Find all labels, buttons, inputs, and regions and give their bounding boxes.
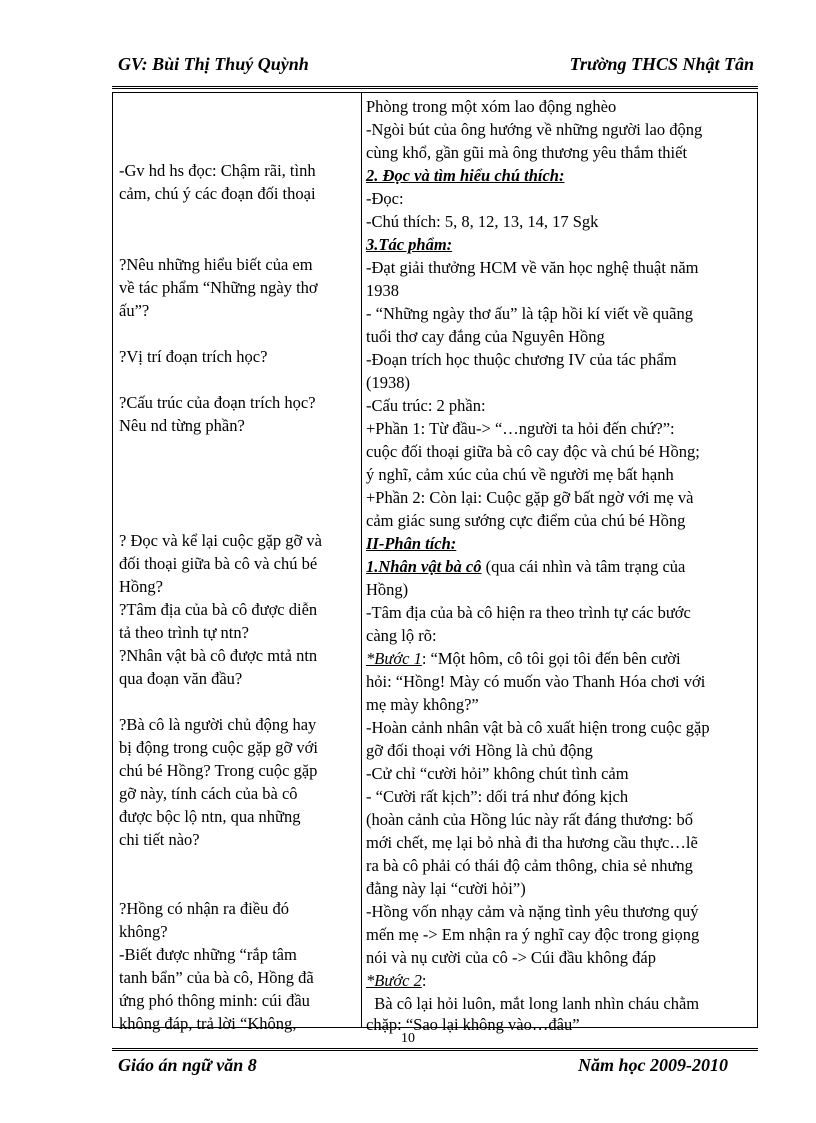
page-header bbox=[112, 50, 758, 89]
content-line: 1938 bbox=[366, 281, 399, 300]
teacher-name: GV: Bùi Thị Thuý Quỳnh bbox=[118, 54, 309, 74]
teacher-activity-line: -Biết được những “rắp tâm bbox=[119, 945, 297, 964]
school-name: Trường THCS Nhật Tân bbox=[569, 54, 754, 74]
content-line: -Chú thích: 5, 8, 12, 13, 14, 17 Sgk bbox=[366, 212, 599, 231]
content-line: hỏi: “Hồng! Mày có muốn vào Thanh Hóa chơi với bbox=[366, 672, 706, 691]
footer-title: Giáo án ngữ văn 8 bbox=[118, 1055, 257, 1075]
content-line: nói và nụ cười của cô -> Cúi đầu không đáp bbox=[366, 948, 656, 967]
section-heading: 3.Tác phẩm: bbox=[366, 235, 453, 254]
content-line: đằng này lại “cười hỏi”) bbox=[366, 879, 526, 898]
lesson-table bbox=[112, 92, 758, 1034]
content-line: cảm giác sung sướng cực điểm của chú bé Hồng bbox=[366, 511, 686, 530]
content-line: mến mẹ -> Em nhận ra ý nghĩ cay độc trong giọng bbox=[366, 925, 700, 944]
content-line: - “Những ngày thơ ấu” là tập hồi kí viết về quãng bbox=[366, 304, 693, 323]
page-number: 10 bbox=[401, 1031, 415, 1046]
section-heading: 2. Đọc và tìm hiểu chú thích: bbox=[366, 166, 565, 185]
teacher-activity-line: ?Cấu trúc của đoạn trích học? bbox=[119, 393, 316, 412]
content-text: : bbox=[421, 971, 427, 990]
content-line: ra bà cô phải có thái độ cảm thông, chia sẻ nhưng bbox=[366, 856, 693, 875]
content-line: - “Cười rất kịch”: dối trá như đóng kịch bbox=[366, 787, 629, 806]
content-text: : “Một hôm, cô tôi gọi tôi đến bên cười bbox=[421, 649, 681, 668]
teacher-activity-line: cảm, chú ý các đoạn đối thoại bbox=[119, 184, 316, 203]
teacher-activity-line: ?Vị trí đoạn trích học? bbox=[119, 347, 268, 366]
teacher-activity-line: bị động trong cuộc gặp gỡ với bbox=[119, 738, 318, 757]
teacher-activity-line: -Gv hd hs đọc: Chậm rãi, tình bbox=[119, 161, 316, 180]
section-heading: II-Phân tích: bbox=[366, 534, 457, 553]
teacher-activity-line: Nêu nd từng phần? bbox=[119, 416, 245, 435]
content-line: -Cấu trúc: 2 phần: bbox=[366, 396, 486, 415]
content-line: cùng khổ, gần gũi mà ông thương yêu thắm thiết bbox=[366, 143, 688, 162]
column-divider bbox=[361, 93, 362, 1027]
content-line: -Đoạn trích học thuộc chương IV của tác phẩm bbox=[366, 350, 677, 369]
teacher-activity-line: ?Bà cô là người chủ động hay bbox=[119, 715, 317, 734]
content-line: -Cử chỉ “cười hỏi” không chút tình cảm bbox=[366, 764, 629, 783]
teacher-activity-line: đối thoại giữa bà cô và chú bé bbox=[119, 554, 318, 573]
teacher-activity-line: chi tiết nào? bbox=[119, 830, 200, 849]
content-line: +Phần 1: Từ đầu-> “…người ta hỏi đến chứ?”: bbox=[366, 419, 675, 438]
step-label: *Bước 2 bbox=[366, 971, 422, 990]
content-line: càng lộ rõ: bbox=[366, 626, 437, 645]
subsection-heading: 1.Nhân vật bà cô bbox=[366, 557, 482, 576]
teacher-activity-line: qua đoạn văn đầu? bbox=[119, 669, 243, 688]
content-line bbox=[366, 555, 685, 578]
content-line: chặp: “Sao lại không vào…đâu” bbox=[366, 1015, 580, 1034]
teacher-activity-line: được bộc lộ ntn, qua những bbox=[119, 807, 301, 826]
teacher-activity-line: ? Đọc và kể lại cuộc gặp gỡ và bbox=[119, 531, 322, 550]
content-line: mẹ mày không?” bbox=[366, 695, 479, 714]
teacher-activity-line: không đáp, trả lời “Không, bbox=[119, 1014, 297, 1033]
content-line: -Ngòi bút của ông hướng về những người lao động bbox=[366, 120, 703, 139]
teacher-activity-line: chú bé Hồng? Trong cuộc gặp bbox=[119, 761, 318, 780]
teacher-activity-line: tanh bẩn” của bà cô, Hồng đã bbox=[119, 968, 314, 987]
content-line: Phòng trong một xóm lao động nghèo bbox=[366, 97, 617, 116]
teacher-activity-line: ?Nêu những hiểu biết của em bbox=[119, 255, 313, 274]
teacher-activity-line: ?Hồng có nhận ra điều đó bbox=[119, 899, 289, 918]
content-line bbox=[366, 969, 426, 992]
content-line: Bà cô lại hỏi luôn, mắt long lanh nhìn cháu chằm bbox=[366, 994, 700, 1013]
teacher-activity-line: không? bbox=[119, 922, 168, 941]
content-text: (qua cái nhìn và tâm trạng của bbox=[481, 557, 686, 576]
content-line: gỡ đối thoại với Hồng là chủ động bbox=[366, 741, 593, 760]
content-line: -Hoàn cảnh nhân vật bà cô xuất hiện trong cuộc gặp bbox=[366, 718, 710, 737]
content-line: (hoàn cảnh của Hồng lúc này rất đáng thương: bố bbox=[366, 810, 693, 829]
content-line: ý nghĩ, cảm xúc của chú về người mẹ bất hạnh bbox=[366, 465, 674, 484]
teacher-activity-line: tả theo trình tự ntn? bbox=[119, 623, 249, 642]
content-line: (1938) bbox=[366, 373, 410, 392]
teacher-activity-line: ứng phó thông minh: cúi đầu bbox=[119, 991, 310, 1010]
content-line: mới chết, mẹ lại bỏ nhà đi tha hương cầu thực…lẽ bbox=[366, 833, 698, 852]
footer-school-year: Năm học 2009-2010 bbox=[578, 1055, 728, 1075]
content-line: -Tâm địa của bà cô hiện ra theo trình tự các bước bbox=[366, 603, 691, 622]
teacher-activity-line: ấu”? bbox=[119, 301, 150, 320]
teacher-activity-line: Hồng? bbox=[119, 577, 163, 596]
content-line: tuổi thơ cay đắng của Nguyên Hồng bbox=[366, 327, 605, 346]
content-line: -Đạt giải thưởng HCM về văn học nghệ thuật năm bbox=[366, 258, 699, 277]
content-line: Hồng) bbox=[366, 580, 409, 599]
step-label: *Bước 1 bbox=[366, 649, 422, 668]
content-line: -Đọc: bbox=[366, 189, 404, 208]
content-line bbox=[366, 647, 681, 670]
content-line: cuộc đối thoại giữa bà cô cay độc và chú bé Hồng; bbox=[366, 442, 700, 461]
content-line: -Hồng vốn nhạy cảm và nặng tình yêu thương quý bbox=[366, 902, 699, 921]
teacher-activity-line: ?Tâm địa của bà cô được diễn bbox=[119, 600, 318, 619]
teacher-activity-line: gỡ này, tính cách của bà cô bbox=[119, 784, 298, 803]
teacher-activity-line: ?Nhân vật bà cô được mtả ntn bbox=[119, 646, 318, 665]
teacher-activity-line: về tác phẩm “Những ngày thơ bbox=[119, 278, 318, 297]
content-line: +Phần 2: Còn lại: Cuộc gặp gỡ bất ngờ với mẹ và bbox=[366, 488, 694, 507]
page-footer bbox=[112, 1048, 758, 1081]
